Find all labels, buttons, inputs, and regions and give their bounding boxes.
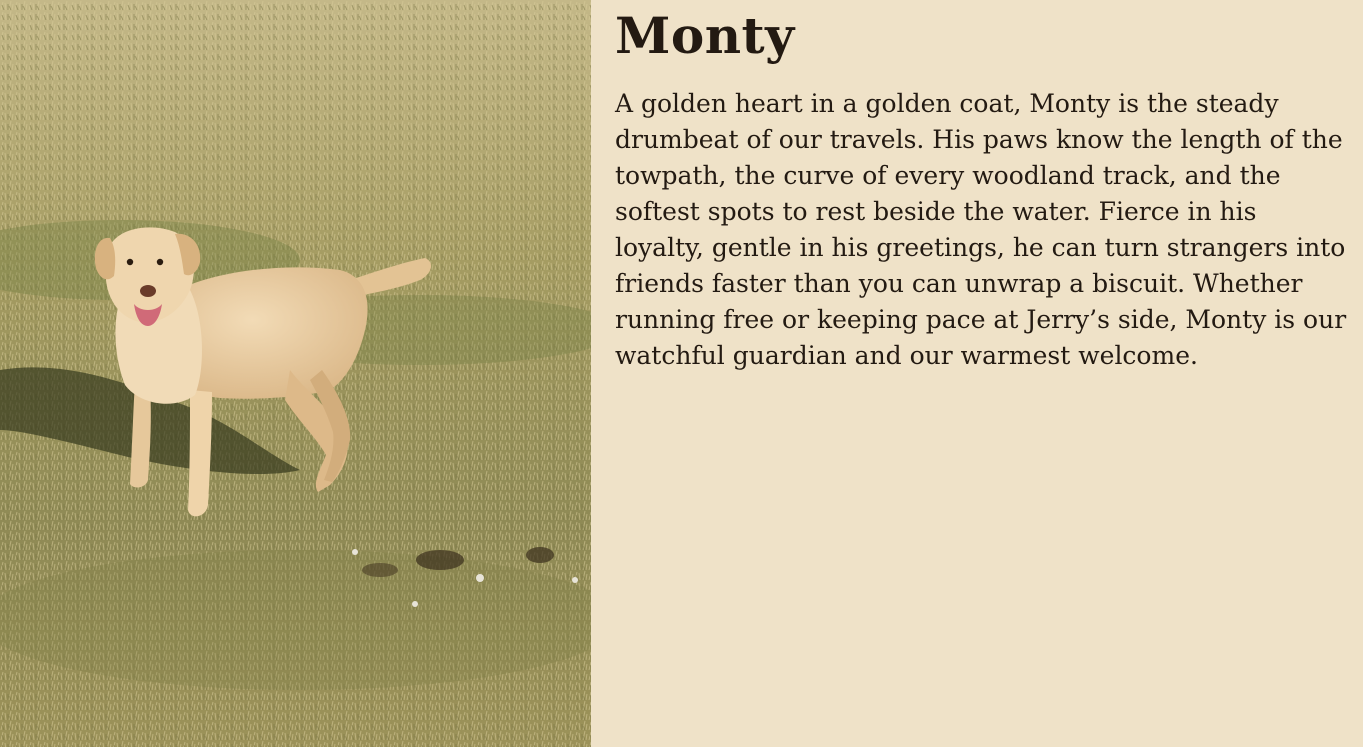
dog-photo-illustration bbox=[0, 0, 591, 747]
profile-name: Monty bbox=[615, 6, 795, 65]
profile-content bbox=[591, 0, 1363, 747]
profile-bio: A golden heart in a golden coat, Monty is the steady drumbeat of our travels. His paws know the length of the towpath, the curve of every woodland track, and the softest spots to rest beside the water. Fierce in his loyalty, gentle in his greetings, he can turn strangers into friends faster than you can unwrap a biscuit. Whether running free or keeping pace at Jerry’s side, Monty is our watchful guardian and our warmest welcome. bbox=[615, 89, 1347, 370]
dog-photo bbox=[0, 0, 591, 747]
